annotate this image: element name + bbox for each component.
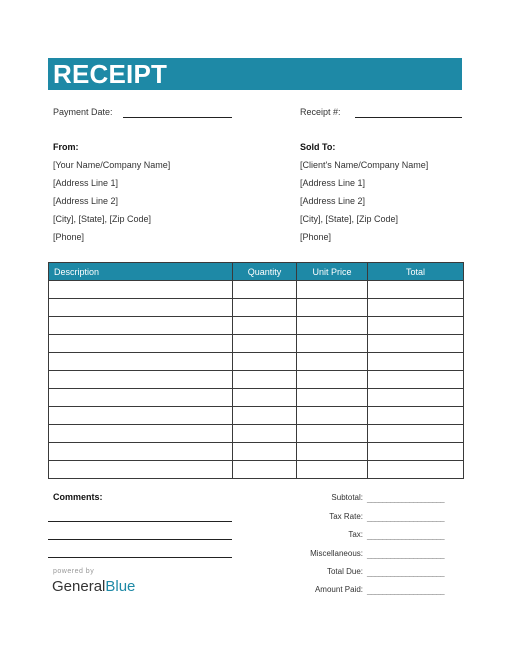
sold-to-city-state-zip: [City], [State], [Zip Code]: [300, 214, 399, 224]
from-address-1: [Address Line 1]: [53, 178, 119, 188]
total-cell[interactable]: [368, 299, 464, 317]
unit-price-cell[interactable]: [297, 371, 368, 389]
unit-price-cell[interactable]: [297, 281, 368, 299]
quantity-cell[interactable]: [233, 425, 297, 443]
total-cell[interactable]: [368, 443, 464, 461]
total-cell[interactable]: [368, 317, 464, 335]
column-header-description: Description: [49, 263, 233, 281]
quantity-cell[interactable]: [233, 335, 297, 353]
miscellaneous-field[interactable]: ____________________: [367, 550, 444, 559]
sold-to-name: [Client's Name/Company Name]: [300, 160, 429, 170]
description-cell[interactable]: [49, 425, 233, 443]
description-cell[interactable]: [49, 443, 233, 461]
unit-price-cell[interactable]: [297, 335, 368, 353]
unit-price-cell[interactable]: [297, 317, 368, 335]
quantity-cell[interactable]: [233, 299, 297, 317]
comments-heading: Comments:: [53, 492, 103, 502]
receipt-number-field[interactable]: [355, 117, 462, 118]
tax-label: Tax:: [348, 530, 363, 539]
receipt-number-label: Receipt #:: [300, 107, 341, 117]
unit-price-cell[interactable]: [297, 461, 368, 479]
from-city-state-zip: [City], [State], [Zip Code]: [53, 214, 152, 224]
quantity-cell[interactable]: [233, 407, 297, 425]
amount-paid-label: Amount Paid:: [314, 585, 363, 594]
description-cell[interactable]: [49, 299, 233, 317]
payment-date-field[interactable]: [123, 117, 232, 118]
page-title: RECEIPT: [53, 59, 168, 89]
subtotal-field[interactable]: ____________________: [367, 494, 444, 503]
brand-name-blue: Blue: [105, 578, 136, 595]
total-cell[interactable]: [368, 461, 464, 479]
table-row: [49, 281, 464, 299]
column-header-unit-price: Unit Price: [297, 263, 368, 281]
sold-to-address-1: [Address Line 1]: [300, 178, 366, 188]
column-header-total: Total: [368, 263, 464, 281]
quantity-cell[interactable]: [233, 317, 297, 335]
tax-rate-label: Tax Rate:: [329, 512, 363, 521]
table-row: [49, 371, 464, 389]
powered-by-text: powered by: [53, 568, 95, 575]
column-header-quantity: Quantity: [233, 263, 297, 281]
description-cell[interactable]: [49, 317, 233, 335]
total-cell[interactable]: [368, 407, 464, 425]
unit-price-cell[interactable]: [297, 389, 368, 407]
amount-paid-field[interactable]: ____________________: [367, 586, 444, 595]
total-cell[interactable]: [368, 353, 464, 371]
unit-price-cell[interactable]: [297, 425, 368, 443]
quantity-cell[interactable]: [233, 371, 297, 389]
description-cell[interactable]: [49, 371, 233, 389]
table-row: [49, 389, 464, 407]
description-cell[interactable]: [49, 407, 233, 425]
table-row: [49, 443, 464, 461]
table-row: [49, 317, 464, 335]
comments-line[interactable]: [48, 539, 232, 540]
quantity-cell[interactable]: [233, 461, 297, 479]
brand-name-general: General: [52, 578, 106, 595]
from-address-2: [Address Line 2]: [53, 196, 119, 206]
from-phone: [Phone]: [53, 232, 85, 242]
items-table: [48, 262, 464, 479]
table-header-row: [49, 263, 464, 281]
description-cell[interactable]: [49, 353, 233, 371]
total-cell[interactable]: [368, 425, 464, 443]
payment-date-label: Payment Date:: [53, 107, 113, 117]
from-heading: From:: [53, 142, 79, 152]
total-due-field[interactable]: ____________________: [367, 568, 444, 577]
table-row: [49, 461, 464, 479]
unit-price-cell[interactable]: [297, 407, 368, 425]
table-row: [49, 335, 464, 353]
brand-logo: [52, 578, 135, 595]
quantity-cell[interactable]: [233, 353, 297, 371]
description-cell[interactable]: [49, 461, 233, 479]
total-cell[interactable]: [368, 371, 464, 389]
description-cell[interactable]: [49, 281, 233, 299]
tax-rate-field[interactable]: ____________________: [367, 513, 444, 522]
description-cell[interactable]: [49, 335, 233, 353]
table-row: [49, 407, 464, 425]
subtotal-label: Subtotal:: [331, 493, 363, 502]
unit-price-cell[interactable]: [297, 353, 368, 371]
total-cell[interactable]: [368, 335, 464, 353]
tax-field[interactable]: ____________________: [367, 531, 444, 540]
quantity-cell[interactable]: [233, 389, 297, 407]
sold-to-heading: Sold To:: [300, 142, 336, 152]
sold-to-address-2: [Address Line 2]: [300, 196, 366, 206]
description-cell[interactable]: [49, 389, 233, 407]
miscellaneous-label: Miscellaneous:: [310, 549, 363, 558]
comments-line[interactable]: [48, 557, 232, 558]
quantity-cell[interactable]: [233, 281, 297, 299]
unit-price-cell[interactable]: [297, 443, 368, 461]
comments-line[interactable]: [48, 521, 232, 522]
sold-to-phone: [Phone]: [300, 232, 332, 242]
table-row: [49, 353, 464, 371]
total-cell[interactable]: [368, 281, 464, 299]
table-row: [49, 299, 464, 317]
from-name: [Your Name/Company Name]: [53, 160, 171, 170]
quantity-cell[interactable]: [233, 443, 297, 461]
table-row: [49, 425, 464, 443]
total-cell[interactable]: [368, 389, 464, 407]
unit-price-cell[interactable]: [297, 299, 368, 317]
total-due-label: Total Due:: [326, 567, 363, 576]
